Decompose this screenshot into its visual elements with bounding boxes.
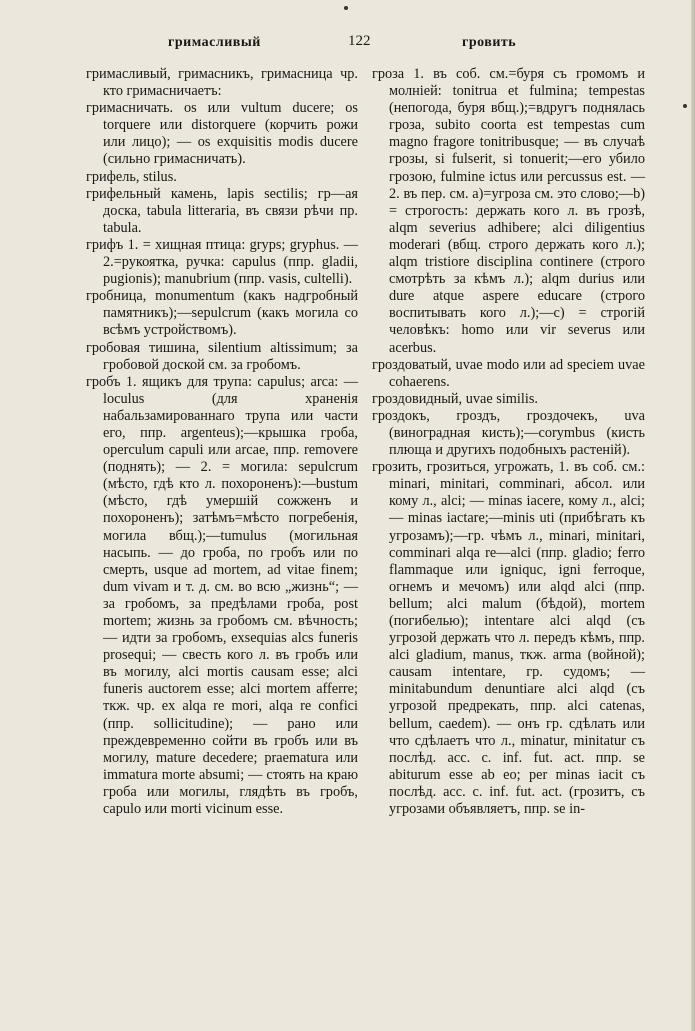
dictionary-entry: грифъ 1. = хищная птица: gryps; gryphus. — 2.=рукоятка, ручка: capulus (ппр. gladii, pugionis); manubrium (ппр. vasis, cultelli).	[86, 236, 358, 288]
header-left-guide-word: гримасливый	[168, 35, 261, 50]
dictionary-entry: гроздокъ, гроздъ, гроздочекъ, uva (виноградная кисть);—corymbus (кисть плюща и другихъ подобныхъ растеній).	[372, 407, 645, 459]
page-number: 122	[348, 33, 371, 49]
dictionary-entry: гробъ 1. ящикъ для трупа: capulus; arca: — loculus (для храненія набальзамированнаго трупа или части его, ппр. argenteus);—крышка гроба, operculum capuli или arcae, ппр. removere (поднять); — 2. = могила: sepulcrum (мѣсто, гдѣ кто л. похороненъ):—bustum (мѣсто, гдѣ умершій сожженъ и похороненъ); затѣмъ=мѣсто погребенія, могила вбщ.);—tumulus (могильная насыпь. — до гроба, по гробъ или по смерть, usque ad mortem, ad vitae finem; dum vivam и т. д. см. во всю „жизнь“; — за гробомъ, за предѣлами гроба, post mortem; жизнь за гробомъ см. вѣчность; — идти за гробомъ, exsequias alcs funeris prosequi; — свесть кого л. въ гробъ или въ могилу, alci mortis causam esse; alci funeris auctorem esse; alci mortem afferre; ткж. чр. ex alqa re mori, alqa re confici (ппр. sollicitudine); — рано или преждевременно сойти въ гробъ или въ могилу, mature decedere; praematura или immatura morte absumi; — стоять на краю гроба или могилы, глядѣть въ гробъ, capulo или morti vicinum esse.	[86, 373, 358, 818]
dictionary-entry: гримасливый, гримасникъ, гримасница чр. кто гримасничаетъ:	[86, 66, 358, 100]
dictionary-entry: гроздовидный, uvae similis.	[372, 390, 538, 407]
dictionary-entry: грифель, stilus.	[86, 168, 177, 185]
dictionary-entry: гробница, monumentum (какъ надгробный памятникъ);—sepulcrum (какъ могила со всѣмъ устройствомъ).	[86, 288, 358, 339]
print-speck	[683, 104, 687, 108]
dictionary-entry: гробовая тишина, silentium altissimum; за гробовой доской см. за гробомъ.	[86, 339, 358, 373]
dictionary-entry: грифельный камень, lapis sectilis; гр—ая доска, tabula litteraria, въ связи рѣчи пр. tabula.	[86, 185, 358, 236]
page-header	[0, 33, 695, 57]
dictionary-entry: гроза 1. въ соб. см.=буря съ громомъ и молніей: tonitrua et fulmina; tempestas (непогода, буря вбщ.);=вдругъ поднялась гроза, subito coorta est tempestas cum magno fragore tonitribusque; — въ случаѣ грозы, si fulserit, si tonuerit;—его убило грозою, fulmine ictus или percussus est. — 2. въ пер. см. а)=угроза см. это слово;—b) = строгость: держать кого л. въ грозѣ, alqm severius adhibere; alci diligentius moderari (вбщ. строго держать кого л.); alqm tristiore disciplina continere (строго смотрѣть за кѣмъ л.); alqm durius или dure atque aspere educare (строго воспитывать кого л.);—с) = строгій человѣкъ: homo или vir severus или acerbus.	[372, 66, 645, 356]
dictionary-entry: грозить, грозиться, угрожать, 1. въ соб. см.: minari, minitari, comminari, абсол. или кому л., alci; — minas iacere, кому л., alci; — minas iactare;—minis uti (прибѣгать къ угрозамъ);—гр. чѣмъ л., minari, minitari, comminari alqa re—alci (ппр. gladio; ferro flammaque или igniquc, igni ferroque, огнемъ и мечомъ) или alqd alci (ппр. bellum; alci malum (бѣдой), mortem (погибелью); intentare alci alqd (съ угрозой держать что л. передъ кѣмъ, ппр. alci gladium, manus, ткж. arma (войной); causam intentare, гр. судомъ; — minitabundum denuntiare alci alqd (съ угрозой предрекать, ппр. alci catenas, bellum, caedem). — онъ гр. сдѣлать или что сдѣлаетъ что л., minatur, minitatur съ послѣд. acc. c. inf. fut. act. ппр. se abiturum esse ab eo; per minas iacit съ послѣд. acc. c. inf. fut. act. (грозитъ, съ угрозами объявляетъ, ппр. se in-	[372, 459, 645, 818]
dictionary-entry: гроздоватый, uvae modo или ad speciem uvae cohaerens.	[372, 356, 645, 390]
page-edge	[691, 0, 695, 1031]
left-column	[86, 66, 358, 818]
header-right-guide-word: гровить	[462, 35, 517, 50]
print-speck	[344, 6, 348, 10]
dictionary-entry: гримасничать. os или vultum ducere; os torquere или distorquere (корчить рожи или лицо); — os exquisitis modis ducere (сильно гримасничать).	[86, 100, 358, 168]
right-column	[372, 66, 645, 818]
